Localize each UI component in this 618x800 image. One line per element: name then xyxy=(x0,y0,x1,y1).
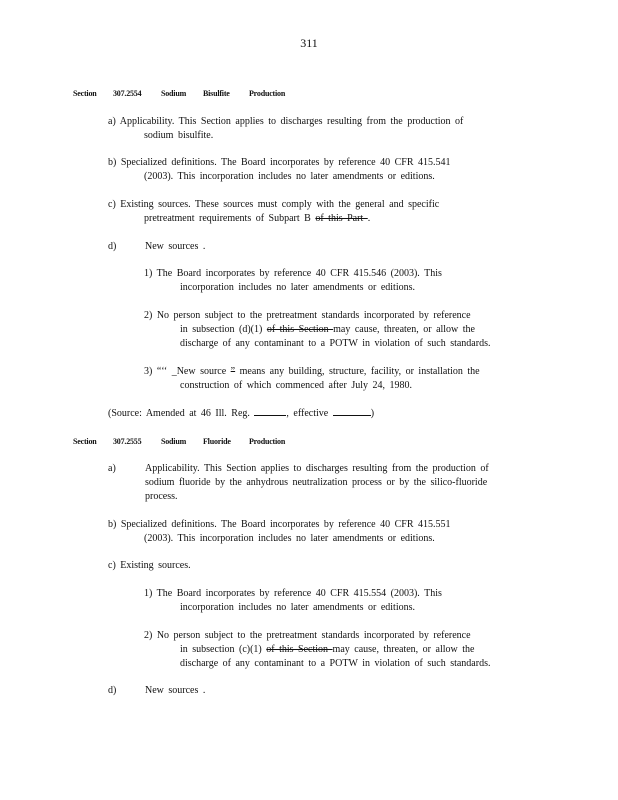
section-label: Section xyxy=(73,437,97,446)
section-title-word: Fluoride xyxy=(203,437,231,446)
subsection-c-existing-sources: c) Existing sources. xyxy=(108,560,191,571)
subsection-a-applicability: a) Applicability. This Section applies to discharges resulting from the production of sodium bisulfite. xyxy=(108,116,464,141)
item-c2: 2) No person subject to the pretreatment standards incorporated by reference in subsection (c)(1) of this Section may cause, threaten, or allow the discharge of any contaminant to a POTW in violation of such standards. xyxy=(144,630,491,669)
struck-text: ” xyxy=(230,366,236,377)
section-title-word: Bisulfite xyxy=(203,89,230,98)
section-label: Section xyxy=(73,89,97,98)
item-c1: 1) The Board incorporates by reference 40 CFR 415.554 (2003). This incorporation includes no later amendments or editions. xyxy=(144,588,442,613)
section-title-word: Production xyxy=(249,437,286,446)
subsection-a-applicability: a) Applicability. This Section applies to discharges resulting from the production of sodium fluoride by the anhydrous neutralization process or by the silico-fluoride process. xyxy=(108,463,489,502)
subsection-d-new-sources: d) New sources . xyxy=(108,241,206,252)
item-d1: 1) The Board incorporates by reference 40 CFR 415.546 (2003). This incorporation includes no later amendments or editions. xyxy=(144,268,442,293)
section-number: 307.2554 xyxy=(113,89,142,98)
blank-line xyxy=(333,406,371,416)
section-title-word: Sodium xyxy=(161,437,187,446)
page-number: 311 xyxy=(300,36,318,50)
blank-line xyxy=(254,406,286,416)
subsection-c-existing-sources: c) Existing sources. These sources must comply with the general and specific pretreatment requirements of Subpart B of this Part . xyxy=(108,199,440,224)
section-heading-2554 xyxy=(73,89,285,98)
source-note: (Source: Amended at 46 Ill. Reg. , effective ) xyxy=(108,408,375,419)
section-heading-2555 xyxy=(73,437,285,446)
subsection-b-definitions: b) Specialized definitions. The Board incorporates by reference 40 CFR 415.541 (2003). This incorporation includes no later amendments or editions. xyxy=(108,157,451,182)
struck-text: of this Section xyxy=(266,324,334,335)
subsection-d-new-sources: d) New sources . xyxy=(108,685,206,696)
struck-text: of this Section xyxy=(266,644,333,655)
item-d3: 3) “‘‘ _New source ” means any building, structure, facility, or installation the construction of which commenced after July 24, 1980. xyxy=(144,366,480,391)
struck-text: of this Part xyxy=(315,213,368,224)
section-title-word: Sodium xyxy=(161,89,187,98)
subsection-b-definitions: b) Specialized definitions. The Board incorporates by reference 40 CFR 415.551 (2003). This incorporation includes no later amendments or editions. xyxy=(108,519,451,544)
section-number: 307.2555 xyxy=(113,437,142,446)
section-title-word: Production xyxy=(249,89,286,98)
item-d2: 2) No person subject to the pretreatment standards incorporated by reference in subsection (d)(1) of this Section may cause, threaten, or allow the discharge of any contaminant to a POTW in violation of such standards. xyxy=(144,310,491,349)
